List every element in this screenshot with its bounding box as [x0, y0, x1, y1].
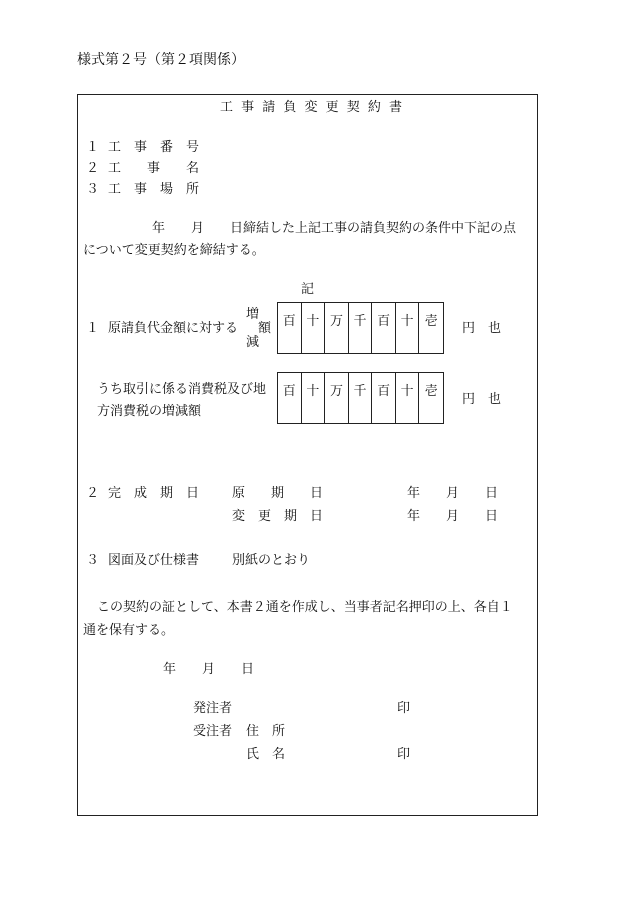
intro-line-2: について変更契約を締結する。: [83, 243, 265, 258]
ki-heading: 記: [301, 282, 315, 297]
section-1-no: １: [86, 321, 100, 336]
section-3-no: ３: [86, 553, 100, 568]
digit-cell[interactable]: 千: [349, 303, 373, 353]
closing-line-1: この契約の証として、本書２通を作成し、当事者記名押印の上、各自１: [97, 600, 513, 615]
contract-frame: [77, 94, 538, 816]
drawings-spec-value: 別紙のとおり: [232, 553, 311, 568]
work-name-label: 工 事 名: [108, 161, 200, 176]
item-no-3: ３: [86, 182, 100, 197]
section-1-label: 原請負代金額に対する: [108, 321, 239, 336]
amount-yen-label: 円 也: [462, 321, 502, 336]
tax-digit-boxes[interactable]: [277, 372, 444, 424]
closing-line-2: 通を保有する。: [83, 623, 175, 638]
decrease-mark: 減: [246, 335, 260, 350]
document-title: 工 事 請 負 変 更 契 約 書: [220, 100, 405, 115]
amount-digit-boxes[interactable]: [277, 302, 444, 354]
digit-cell[interactable]: 壱: [424, 314, 438, 329]
digit-cell[interactable]: 十: [302, 303, 326, 353]
digit-cell[interactable]: 百: [278, 373, 302, 423]
digit-cell[interactable]: 万: [325, 303, 349, 353]
section-2-no: ２: [86, 486, 100, 501]
digit-cell[interactable]: 百: [372, 373, 396, 423]
item-no-2: ２: [86, 161, 100, 176]
digit-cell[interactable]: 壱: [424, 384, 438, 399]
orderer-seal: 印: [397, 701, 411, 716]
work-number-label: 工 事 番 号: [108, 140, 200, 155]
digit-cell[interactable]: 千: [349, 373, 373, 423]
amount-mark: 額: [258, 321, 272, 336]
digit-cell[interactable]: 万: [325, 373, 349, 423]
digit-cell[interactable]: 百: [278, 303, 302, 353]
completion-date-label: 完 成 期 日: [108, 486, 200, 501]
tax-yen-label: 円 也: [462, 392, 502, 407]
contractor-address-label: 住 所: [246, 724, 286, 739]
contractor-label: 受注者: [193, 724, 233, 739]
drawings-spec-label: 図面及び仕様書: [108, 553, 200, 568]
changed-date-label: 変 更 期 日: [232, 509, 324, 524]
form-label: 様式第２号（第２項関係）: [77, 52, 245, 68]
tax-label-line-1: うち取引に係る消費税及び地: [97, 382, 267, 397]
increase-mark: 増: [246, 307, 260, 322]
digit-cell[interactable]: 百: [372, 303, 396, 353]
contractor-seal: 印: [397, 747, 411, 762]
digit-cell[interactable]: 十: [396, 303, 420, 353]
digit-cell[interactable]: 十: [396, 373, 420, 423]
tax-label-line-2: 方消費税の増減額: [97, 404, 202, 419]
item-no-1: １: [86, 140, 100, 155]
original-date-label: 原 期 日: [232, 486, 324, 501]
contractor-name-label: 氏 名: [246, 747, 286, 762]
orderer-label: 発注者: [193, 701, 233, 716]
signing-date: 年 月 日: [163, 662, 255, 677]
digit-cell[interactable]: 十: [302, 373, 326, 423]
original-date-value: 年 月 日: [407, 486, 499, 501]
work-site-label: 工 事 場 所: [108, 182, 200, 197]
intro-line-1: 年 月 日締結した上記工事の請負契約の条件中下記の点: [152, 221, 517, 236]
changed-date-value: 年 月 日: [407, 509, 499, 524]
